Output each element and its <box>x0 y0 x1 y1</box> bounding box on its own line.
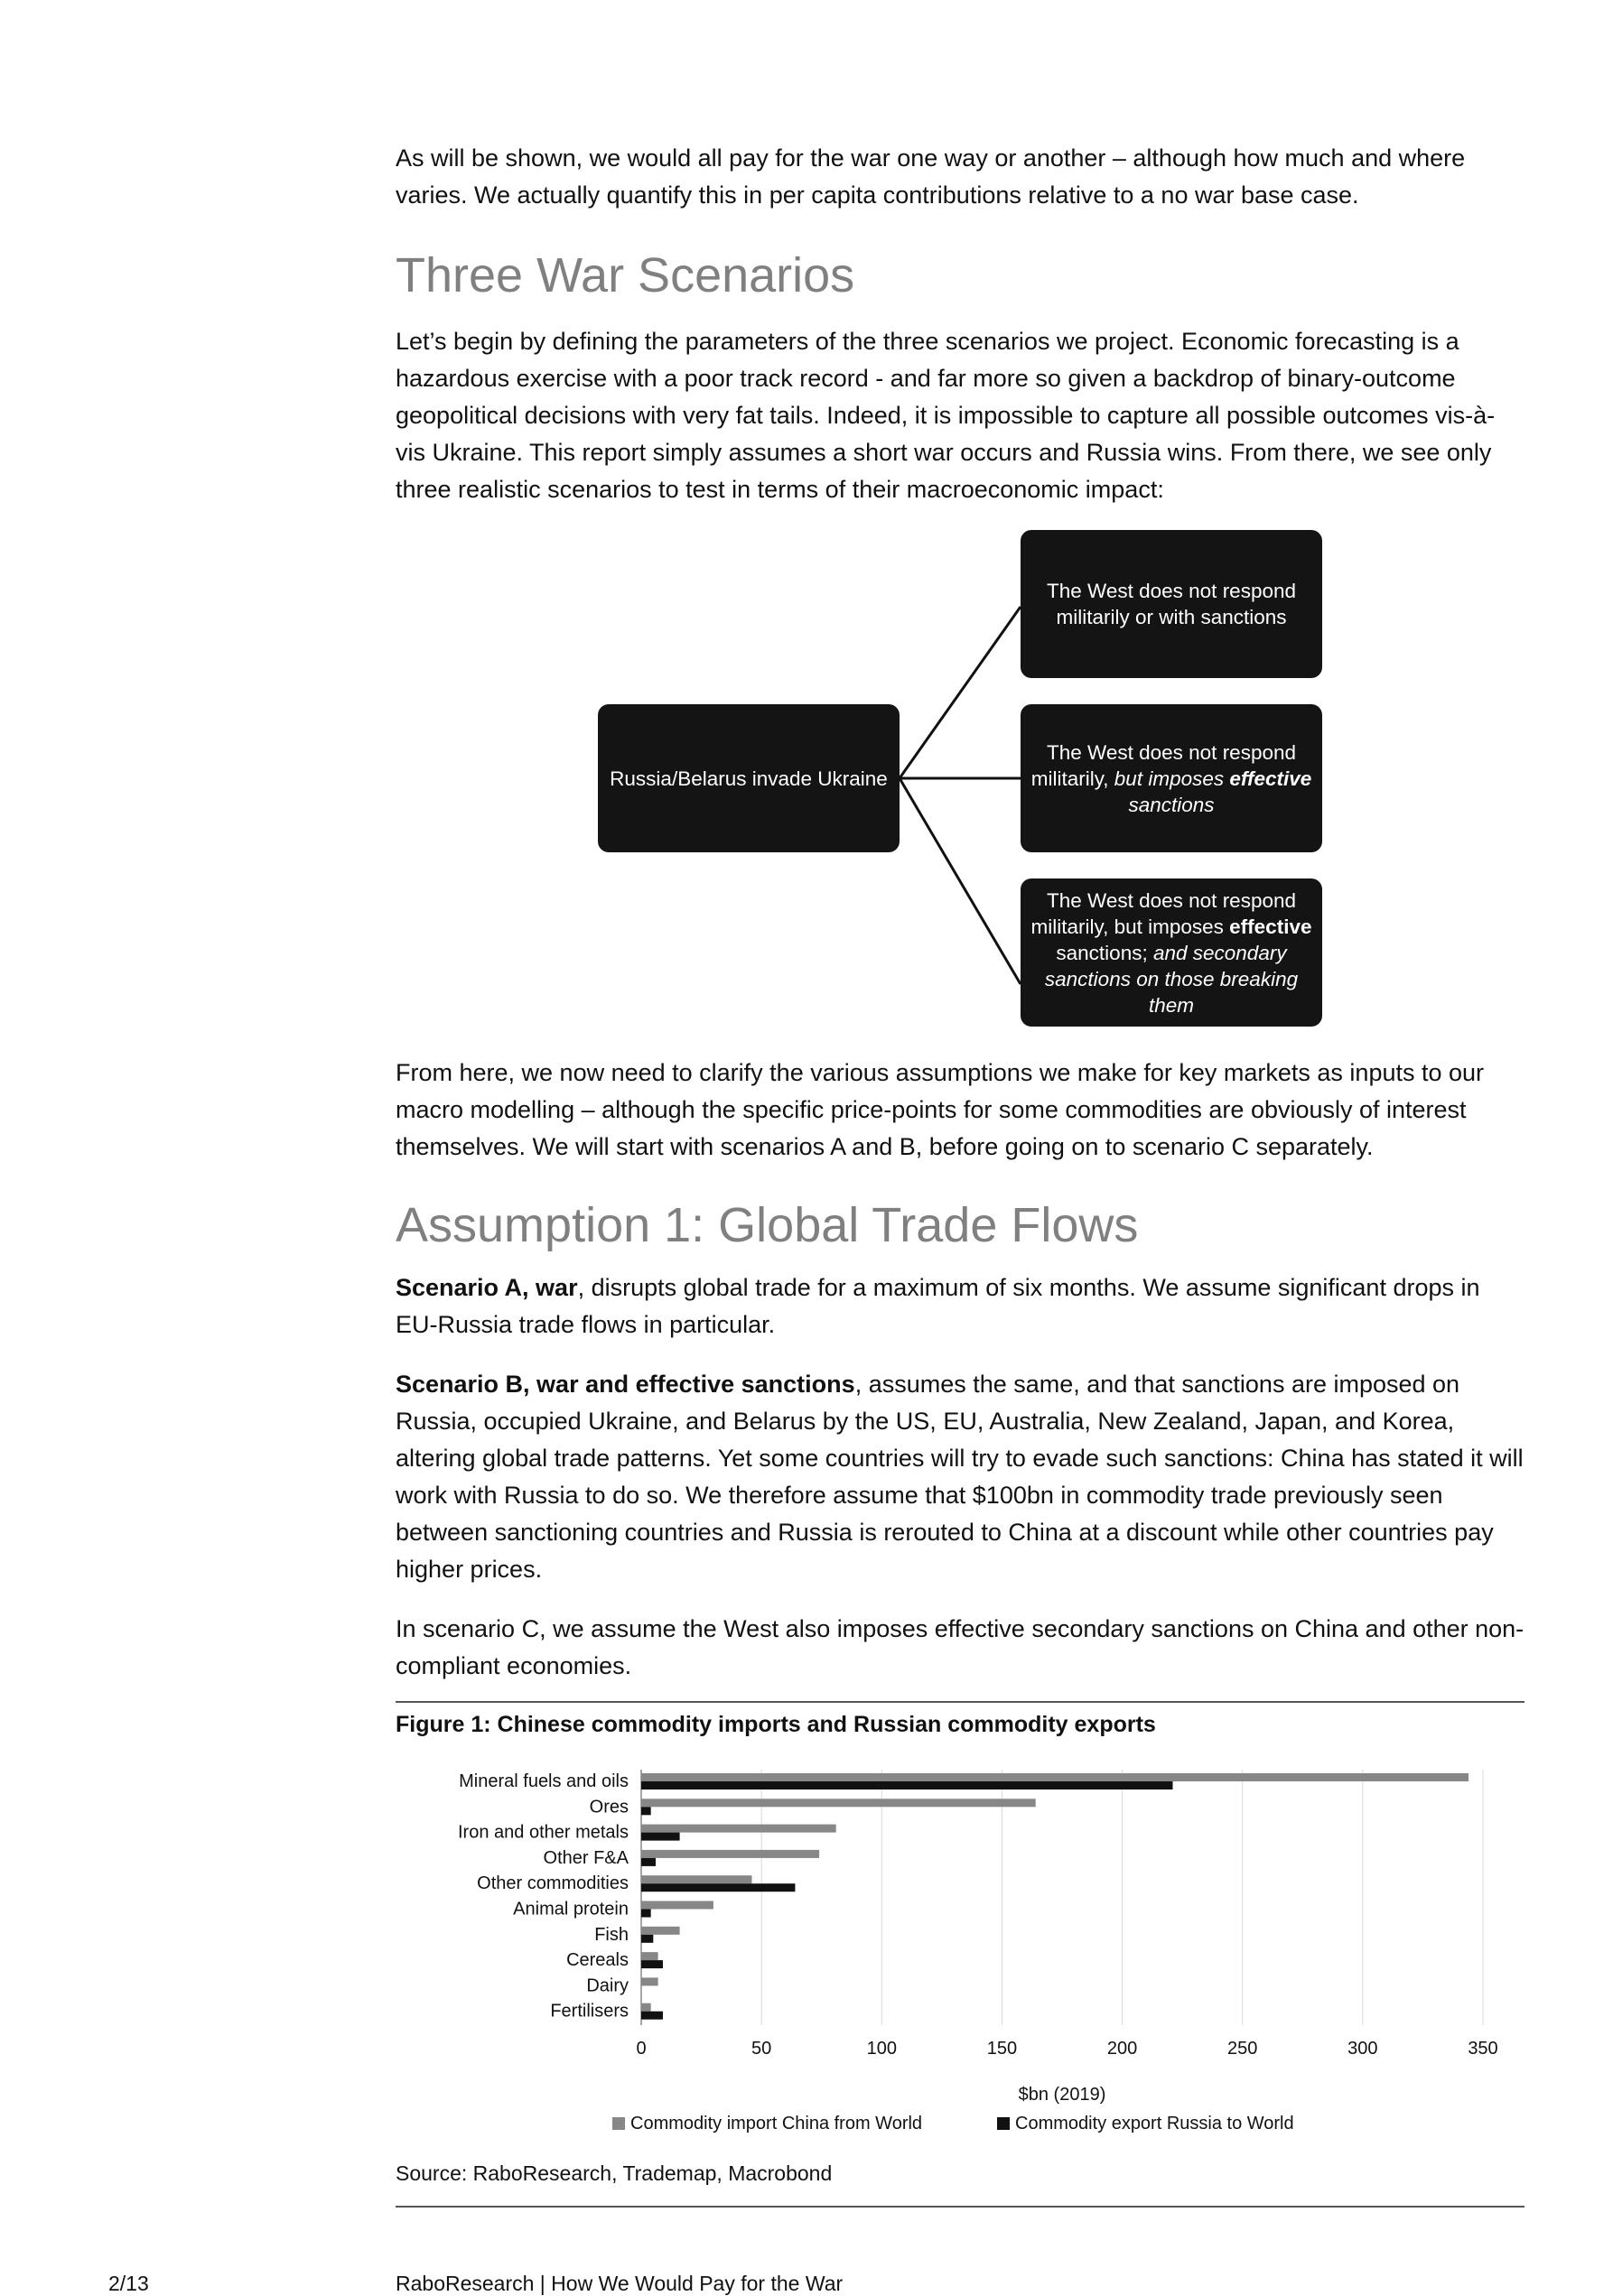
legend-swatch-china <box>612 2117 625 2130</box>
chart-bar-russia <box>641 1807 651 1815</box>
chart-bar-russia <box>641 2012 663 2020</box>
chart-bar-china <box>641 1799 1036 1807</box>
scenarios-paragraph: Let’s begin by defining the parameters of the three scenarios we project. Economic forecasting is a hazardous exercise with a poor track record - and far more so given a backdrop of binary-outcome geopolitical decisions with very fat tails. Indeed, it is impossible to capture all possible outcomes vis-à-vis Ukraine. This report simply assumes a short war occurs and Russia wins. From there, we see only three realistic scenarios to test in terms of their macroeconomic impact: <box>396 328 1496 503</box>
figure-title: Figure 1: Chinese commodity imports and Russian commodity exports <box>396 1712 1156 1737</box>
section-heading-global-trade-flows: Assumption 1: Global Trade Flows <box>396 1198 1139 1252</box>
chart-x-tick-label: 100 <box>866 2039 897 2059</box>
assumptions-paragraph: From here, we now need to clarify the various assumptions we make for key markets as inputs to our macro modelling – although the specific price-points for some commodities are obviously of interest themselves. We will start with scenarios A and B, before going on to scenario C separately. <box>396 1059 1485 1160</box>
root-box-label: Russia/Belarus invade Ukraine <box>610 767 888 790</box>
chart-x-axis-label: $bn (2019) <box>1018 2085 1106 2105</box>
chart-x-tick-label: 0 <box>636 2039 647 2059</box>
chart-category-label: Fertilisers <box>550 2001 629 2022</box>
branch-c-box <box>1021 878 1322 1027</box>
chart-bar-china <box>641 1977 658 1985</box>
chart-bar-russia <box>641 1935 653 1943</box>
chart-bar-russia <box>641 1833 680 1841</box>
root-box <box>598 704 900 852</box>
legend-label-china: Commodity import China from World <box>630 2114 923 2133</box>
chart-category-label: Other F&A <box>543 1847 629 1868</box>
chart-x-tick-label: 150 <box>986 2039 1018 2059</box>
chart-category-label: Cereals <box>566 1950 629 1971</box>
branch-a-box <box>1021 530 1322 678</box>
chart-bar-china <box>641 1825 836 1833</box>
chart-category-label: Dairy <box>586 1975 629 1996</box>
chart-category-label: Mineral fuels and oils <box>459 1771 629 1791</box>
scenario-c-paragraph: In scenario C, we assume the West also imposes effective secondary sanctions on China and other non-compliant economies. <box>396 1615 1524 1679</box>
legend-label-russia: Commodity export Russia to World <box>1015 2114 1294 2133</box>
chart-bar-russia <box>641 1960 663 1968</box>
chart-bar-russia <box>641 1910 651 1918</box>
chart-bar-china <box>641 1875 751 1883</box>
chart-category-label: Iron and other metals <box>458 1822 629 1843</box>
chart-bar-russia <box>641 1781 1172 1789</box>
chart-bar-russia <box>641 1883 795 1892</box>
chart-bar-china <box>641 1927 680 1935</box>
branch-a-label: The West does not respond militarily or with sanctions <box>1047 580 1296 628</box>
chart-bar-china <box>641 1773 1468 1781</box>
figure-bottom-rule <box>396 2206 1524 2208</box>
branch-b-label: The West does not respond militarily, but imposes effective sanctions <box>1030 740 1312 816</box>
branch-b-box <box>1021 704 1322 852</box>
footer-title: RaboResearch | How We Would Pay for the War <box>396 2272 844 2295</box>
chart-bar-china <box>641 1901 713 1910</box>
chart-x-tick-label: 300 <box>1347 2039 1378 2059</box>
chart-bar-china <box>641 1850 819 1858</box>
chart-category-label: Other commodities <box>477 1873 629 1894</box>
figure-top-rule <box>396 1701 1524 1703</box>
chart-x-tick-label: 50 <box>751 2039 772 2059</box>
chart-category-label: Ores <box>589 1797 629 1817</box>
connector-c <box>900 778 1021 984</box>
intro-paragraph: As will be shown, we would all pay for the war one way or another – although how much and where varies. We actually quantify this in per capita contributions relative to a no war base case. <box>396 144 1466 209</box>
scenario-b-paragraph: Scenario B, war and effective sanctions, assumes the same, and that sanctions are imposed on Russia, occupied Ukraine, and Belarus by the US, EU, Australia, New Zealand, Japan, and Korea, altering global trade patterns. Yet some countries will try to evade such sanctions: China has stated it will work with Russia to do so. We therefore assume that $100bn in commodity trade previously seen between sanctioning countries and Russia is rerouted to China at a discount while other countries pay higher prices. <box>396 1371 1524 1583</box>
connector-a <box>900 607 1021 778</box>
chart-x-tick-label: 250 <box>1227 2039 1258 2059</box>
footer-page-number: 2/13 <box>108 2272 149 2295</box>
chart-x-tick-label: 200 <box>1106 2039 1138 2059</box>
chart-bar-russia <box>641 1858 656 1866</box>
chart-bar-china <box>641 1952 658 1960</box>
chart-bar-china <box>641 2003 651 2012</box>
scenario-a-paragraph: Scenario A, war, disrupts global trade for a maximum of six months. We assume significant drops in EU-Russia trade flows in particular. <box>396 1274 1480 1338</box>
figure-1-bar-chart <box>396 1761 1524 2140</box>
section-heading-three-war-scenarios: Three War Scenarios <box>396 248 855 302</box>
branch-c-label: The West does not respond militarily, but imposes effective sanctions; and secondary sanctions on those breaking them <box>1030 888 1312 1017</box>
scenario-diagram <box>396 524 1524 1029</box>
chart-category-label: Animal protein <box>513 1899 629 1920</box>
chart-category-label: Fish <box>594 1924 629 1945</box>
chart-x-tick-label: 350 <box>1468 2039 1498 2059</box>
figure-source: Source: RaboResearch, Trademap, Macrobond <box>396 2161 833 2185</box>
legend-swatch-russia <box>997 2117 1010 2130</box>
diagram-connectors <box>396 524 1524 1029</box>
